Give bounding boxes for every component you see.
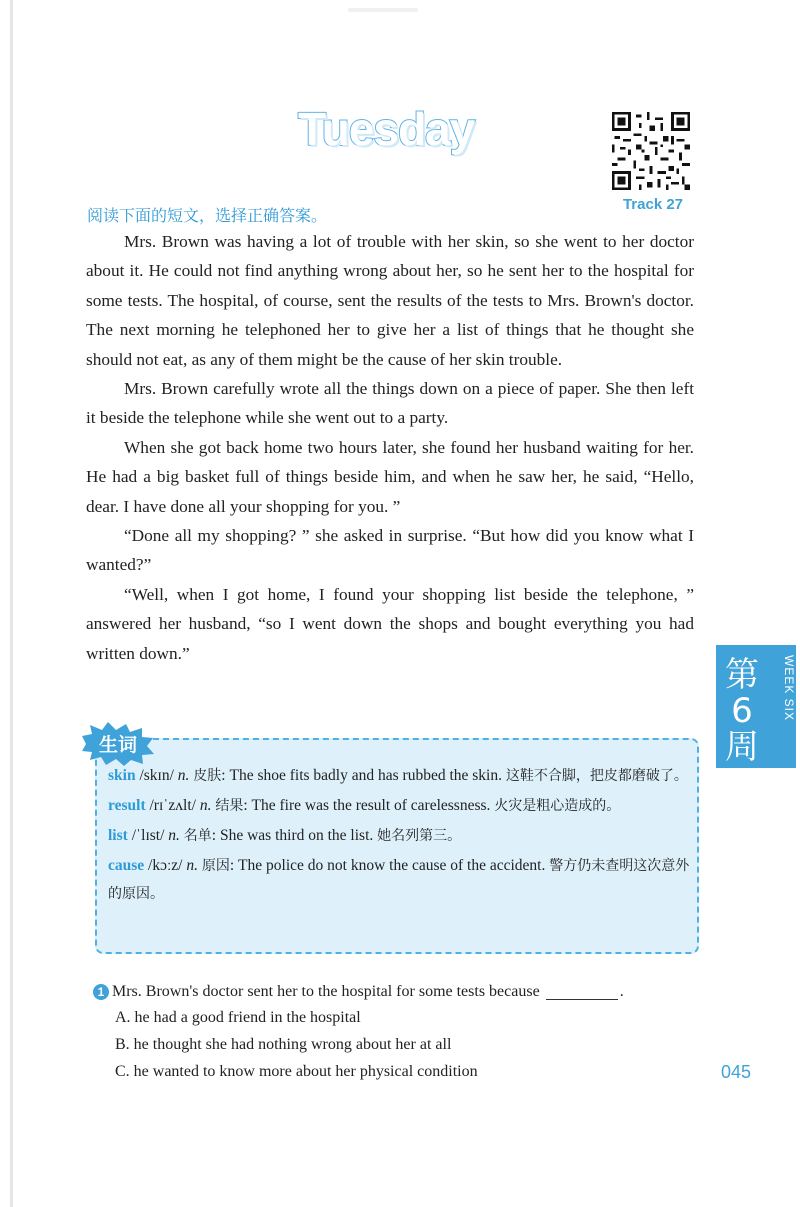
vocab-meaning: 原因: [201, 858, 230, 874]
vocab-entry: skin /skɪn/ n. 皮肤: The shoe fits badly and has rubbed the skin. 这鞋不合脚，把皮都磨破了。: [108, 767, 688, 784]
answer-blank[interactable]: [546, 985, 618, 1000]
vocab-meaning: 结果: [215, 798, 244, 814]
passage-paragraph: “Done all my shopping? ” she asked in surprise. “But how did you know what I wanted?”: [86, 526, 694, 575]
vocab-entry: result /rɪˈzʌlt/ n. 结果: The fire was the result of carelessness. 火灾是粗心造成的。: [108, 797, 621, 814]
vocab-entry: list /ˈlɪst/ n. 名单: She was third on the list. 她名列第三。: [108, 827, 462, 844]
vocab-example: The fire was the result of carelessness.: [251, 797, 491, 814]
vocab-word: list: [108, 827, 128, 844]
vocab-pos: n.: [186, 857, 198, 874]
passage-paragraph: Mrs. Brown carefully wrote all the things down on a piece of paper. She then left it beside the telephone while she went out to a party.: [86, 379, 694, 428]
vocab-word: skin: [108, 767, 136, 784]
page-binding-edge: [10, 0, 13, 1207]
scan-mark: [348, 8, 418, 12]
vocab-word: cause: [108, 857, 145, 874]
vocab-meaning: 名单: [183, 828, 212, 844]
vocab-phonetic: /ˈlɪst/: [131, 827, 165, 844]
vocab-example: The police do not know the cause of the accident.: [238, 857, 546, 874]
vocab-word: result: [108, 797, 146, 814]
vocab-pos: n.: [177, 767, 190, 784]
answer-option-a[interactable]: A. he had a good friend in the hospital: [115, 1009, 361, 1026]
vocab-pos: n.: [168, 827, 180, 844]
vocab-example-translation: 她名列第三。: [377, 828, 462, 844]
vocab-meaning: 皮肤: [193, 768, 222, 784]
vocabulary-badge: [80, 722, 156, 766]
vocab-example-translation: 火灾是粗心造成的。: [494, 798, 621, 814]
reading-passage: [86, 227, 694, 668]
qr-code-icon[interactable]: [612, 112, 690, 190]
page-number: 045: [721, 1062, 752, 1082]
answer-options: [93, 1004, 693, 1085]
track-label: Track 27: [622, 196, 684, 213]
vocabulary-label: 生词: [98, 734, 137, 756]
question-number: 1: [93, 984, 109, 1000]
vocabulary-list: [108, 762, 693, 910]
vocab-example: She was third on the list.: [219, 827, 374, 844]
passage-paragraph: When she got back home two hours later, she found her husband waiting for her. He had a big basket full of things beside him, and when he saw her, he said, “Hello, dear. I have done all your shopping for you. ”: [86, 437, 694, 516]
vocab-example-translation: 这鞋不合脚，把皮都磨破了。: [505, 768, 688, 784]
vocab-pos: n.: [199, 797, 212, 814]
week-tab-label: 第6周: [725, 655, 759, 767]
question-end: .: [619, 983, 624, 1000]
vocab-phonetic: /skɪn/: [139, 767, 174, 784]
passage-paragraph: Mrs. Brown was having a lot of trouble with her skin, so she went to her doctor about it. He could not find anything wrong about her, so he sent her to the hospital for some tests. The hospital, of course, sent the results of the tests to Mrs. Brown's doctor. The next morning he telephoned her to give her a list of things that he thought she should not eat, as any of them might be the cause of her skin trouble.: [86, 232, 694, 369]
vocab-entry: cause /kɔːz/ n. 原因: The police do not know the cause of the accident. 警方仍未查明这次意外的原因。: [108, 857, 690, 902]
reading-instruction: 阅读下面的短文，选择正确答案。: [87, 206, 328, 225]
question-text: Mrs. Brown's doctor sent her to the hospital for some tests because: [112, 983, 540, 1000]
question-1: [93, 980, 693, 1085]
vocab-example-translation: 警方仍未查明这次意外的原因。: [108, 858, 690, 902]
answer-option-b[interactable]: B. he thought she had nothing wrong about her at all: [115, 1036, 452, 1053]
vocab-phonetic: /rɪˈzʌlt/: [149, 797, 196, 814]
passage-paragraph: “Well, when I got home, I found your shopping list beside the telephone, ” answered her husband, “so I went down the shops and bought everything you had written down.”: [86, 584, 694, 663]
week-tab-english: WEEK SIX: [782, 655, 796, 722]
week-tab: [716, 645, 796, 768]
question-stem: [93, 980, 693, 1004]
answer-option-c[interactable]: C. he wanted to know more about her physical condition: [115, 1063, 478, 1080]
page-title: Tuesday: [298, 103, 475, 155]
vocab-example: The shoe fits badly and has rubbed the skin.: [229, 767, 502, 784]
vocab-phonetic: /kɔːz/: [148, 857, 183, 874]
